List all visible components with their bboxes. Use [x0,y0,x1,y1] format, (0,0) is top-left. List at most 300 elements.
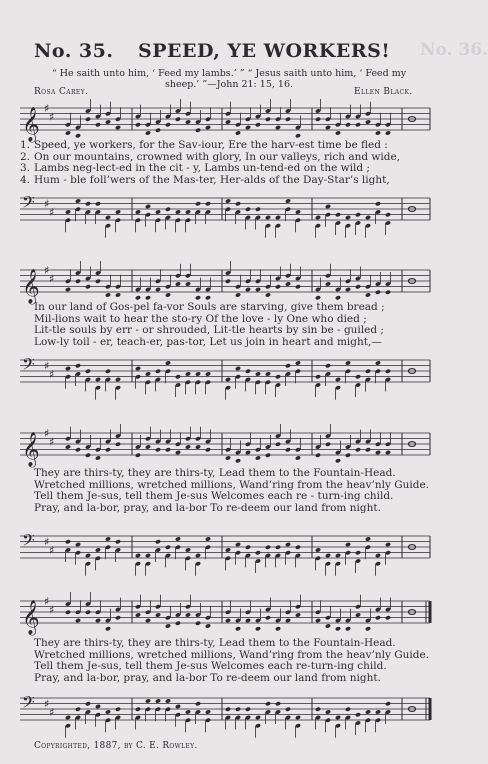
note-head [285,447,291,452]
note-head [355,550,361,555]
note-head [235,366,241,371]
note-head [175,536,181,541]
note-head [185,209,191,214]
scripture-epigraph: “ He saith unto him, ‘ Feed my lambs.’ ” “ Jesus saith unto him, ‘ Feed my sheep.’ ”—John 21: 15, 16. [51,68,407,90]
note-head [255,122,261,127]
sharp-icon: ♯ [44,197,50,211]
treble-clef-icon: 𝄞 [22,432,40,467]
note-head [255,455,261,460]
lyric-text: Hum - ble foll’wers of the Mas-ter, Her-alds of the Day-Star’s light, [34,173,390,186]
note-head [175,281,181,286]
note-head [155,128,161,133]
bass-clef-icon: 𝄢 [22,530,35,554]
note-head [65,715,71,720]
note-head [375,360,381,365]
note-head [165,360,171,365]
note-head [115,707,121,712]
note-head [335,553,341,558]
note-head [175,374,181,379]
note-head [225,547,231,552]
note-head [195,553,201,558]
note-head [295,715,301,720]
note-head [235,201,241,206]
note-head [285,707,291,712]
note-head [335,458,341,463]
note-head [175,621,181,626]
note-head [245,707,251,712]
note-head [255,287,261,292]
lyric-text: On our mountains, crowned with glory, In our valleys, rich and wide, [34,150,401,163]
note-head [265,701,271,706]
note-head [205,623,211,628]
note-head [245,287,251,292]
note-head [275,374,281,379]
note-head [235,707,241,712]
verse-number: 1. [20,139,31,151]
note-head [245,450,251,455]
sharp-icon: ♯ [44,595,50,608]
note-head [225,707,231,712]
note-head [115,442,121,447]
note-head [205,371,211,376]
note-head [375,709,381,714]
note-head [265,292,271,297]
note-head [265,117,271,122]
note-head [345,626,351,631]
note-head [315,374,321,379]
note-head [135,209,141,214]
note-head [345,453,351,458]
note-head [145,698,151,703]
lyric-line [20,175,432,187]
note-head [255,715,261,720]
note-head [275,284,281,289]
note-head [385,369,391,374]
bass-staff-4 [14,690,436,730]
note-head [245,125,251,130]
note-head [315,453,321,458]
note-head [265,371,271,376]
note-head [265,545,271,550]
lyric-text: Low-ly toil - er, teach-er, pas-tor, Let us join in heart and might,— [34,335,382,348]
note-head [65,130,71,135]
treble-staff-4 [14,593,436,633]
chorus-lyrics-1 [20,468,432,514]
note-head [145,295,151,300]
note-head [135,122,141,127]
bass-clef-icon: 𝄢 [22,692,35,716]
note-head [85,553,91,558]
note-head [235,626,241,631]
note-head [195,444,201,449]
composer-credit: Ellen Black. [354,87,413,97]
bass-staff-3 [14,528,436,568]
note-head [365,119,371,124]
note-head [385,701,391,706]
note-head [75,707,81,712]
note-head [355,212,361,217]
note-head [195,701,201,706]
note-head [135,612,141,617]
note-head [285,117,291,122]
note-head [145,130,151,135]
note-head [175,117,181,122]
lyric-text: Pray, and la-bor, pray, and la-bor To re-deem our land from night. [34,501,381,514]
note-head [245,369,251,374]
note-head [285,542,291,547]
note-head [355,612,361,617]
note-head [95,618,101,623]
note-head [75,542,81,547]
note-head [155,209,161,214]
lyric-text: Pray, and la-bor, pray, and la-bor To re-deem our land from night. [34,671,381,684]
note-head [245,618,251,623]
note-head [315,547,321,552]
lyric-line [20,673,432,685]
note-head [255,371,261,376]
note-head [165,623,171,628]
note-head [265,453,271,458]
sharp-icon: ♯ [49,603,55,617]
lyric-text: Speed, ye workers, for the Sav-iour, Ere the harv-est time be fled : [34,139,388,151]
treble-clef-icon: 𝄞 [22,600,40,635]
note-head [345,287,351,292]
note-head [275,545,281,550]
sharp-icon: ♯ [49,205,55,219]
note-head [335,377,341,382]
note-head [335,212,341,217]
note-head [385,290,391,295]
sharp-icon: ♯ [44,427,50,440]
note-head [195,295,201,300]
note-head [165,545,171,550]
note-head [205,125,211,130]
note-head [295,545,301,550]
sharp-icon: ♯ [49,367,55,381]
note-head [275,442,281,447]
note-head [325,709,331,714]
note-head [165,447,171,452]
note-head [365,536,371,541]
note-head [65,287,71,292]
lyric-text: They are thirs-ty, they are thirs-ty, Lead them to the Fountain-Head. [34,637,396,649]
note-head [375,201,381,206]
note-head [105,215,111,220]
note-head [95,279,101,284]
note-head [255,550,261,555]
note-head [105,119,111,124]
note-head [205,536,211,541]
note-head [155,698,161,703]
bass-clef-icon: 𝄢 [22,354,35,378]
lyric-text: Wretched millions, wretched millions, Wand’ring from the heav’nly Guide. [34,478,430,491]
note-head [185,119,191,124]
treble-staff-2 [14,262,436,302]
note-head [255,207,261,212]
note-head [145,553,151,558]
treble-clef-icon: 𝄞 [22,107,40,142]
note-head [105,626,111,631]
note-head [105,369,111,374]
note-head [145,371,151,376]
note-head [155,287,161,292]
note-head [345,122,351,127]
note-head [135,707,141,712]
sharp-icon: ♯ [49,705,55,719]
hymn-title: SPEED, YE WORKERS! [138,40,391,62]
note-head [75,447,81,452]
note-head [325,442,331,447]
note-head [85,201,91,206]
note-head [185,709,191,714]
note-head [345,215,351,220]
note-head [165,292,171,297]
note-head [195,621,201,626]
note-head [285,363,291,368]
note-head [155,369,161,374]
lyricist-credit: Rosa Carey. [34,87,89,97]
verse-number: 2. [20,150,31,163]
note-head [155,612,161,617]
note-head [175,704,181,709]
lyric-text: In our land of Gos-pel fa-vor Souls are starving, give them bread ; [34,301,385,313]
note-head [95,704,101,709]
note-head [365,292,371,297]
note-head [105,292,111,297]
note-head [295,455,301,460]
note-head [235,292,241,297]
note-head [225,198,231,203]
hymn-number: No. 35. [34,40,114,62]
note-head [365,369,371,374]
note-head [365,447,371,452]
note-head [235,458,241,463]
note-head [175,450,181,455]
note-head [385,542,391,547]
note-head [135,453,141,458]
note-head [345,542,351,547]
note-head [95,547,101,552]
note-head [85,701,91,706]
show-through-text: No. 36. [420,40,488,60]
note-head [195,371,201,376]
lyric-text: Wretched millions, wretched millions, Wand’ring from the heav’nly Guide. [34,648,430,661]
note-head [155,539,161,544]
note-head [225,455,231,460]
note-head [265,615,271,620]
note-head [85,117,91,122]
note-head [185,612,191,617]
note-head [325,281,331,286]
sharp-icon: ♯ [44,102,50,115]
note-head [325,363,331,368]
note-head [335,130,341,135]
lyric-text: Mil-lions wait to hear the sto-ry Of the love - ly One who died ; [34,312,367,325]
note-head [205,447,211,452]
note-head [95,377,101,382]
note-head [115,377,121,382]
note-head [225,119,231,124]
note-head [65,209,71,214]
note-head [135,553,141,558]
note-head [225,279,231,284]
note-head [185,281,191,286]
bass-staff-1 [14,190,436,230]
note-head [85,369,91,374]
note-head [295,209,301,214]
verse-number: 3. [20,162,31,175]
note-head [325,125,331,130]
lyric-text: They are thirs-ty, they are thirs-ty, Lead them to the Fountain-Head. [34,467,396,479]
note-head [285,281,291,286]
lyric-line [20,503,432,515]
note-head [385,615,391,620]
note-head [145,204,151,209]
note-head [65,610,71,615]
note-head [235,542,241,547]
note-head [325,204,331,209]
note-head [315,295,321,300]
note-head [315,707,321,712]
note-head [65,539,71,544]
note-head [225,618,231,623]
note-head [375,130,381,135]
note-head [75,363,81,368]
note-head [315,618,321,623]
note-head [165,698,171,703]
note-head [75,618,81,623]
note-head [325,553,331,558]
copyright-notice: Copyrighted, 1887, by C. E. Rowley. [34,741,198,751]
chorus-lyrics-2 [20,638,432,684]
sharp-icon: ♯ [44,264,50,277]
note-head [195,128,201,133]
lyric-text: Tell them Je-sus, tell them Je-sus Welcomes each re - turn-ing child. [34,490,394,503]
note-head [375,553,381,558]
note-head [355,122,361,127]
note-head [325,623,331,628]
note-head [295,284,301,289]
note-head [315,215,321,220]
note-head [95,201,101,206]
lyric-text: Lit-tle souls by err - or shrouded, Lit-tle hearts by sin be - guiled ; [34,324,384,337]
note-head [105,709,111,714]
note-head [205,201,211,206]
note-head [185,547,191,552]
note-head [345,360,351,365]
note-head [275,125,281,130]
note-head [165,207,171,212]
note-head [175,209,181,214]
note-head [65,366,71,371]
note-head [385,450,391,455]
note-head [335,295,341,300]
note-head [275,701,281,706]
note-head [365,215,371,220]
treble-staff-1 [14,100,436,140]
note-head [65,444,71,449]
note-head [285,198,291,203]
note-head [135,295,141,300]
sharp-icon: ♯ [49,272,55,286]
note-head [225,377,231,382]
note-head [355,447,361,452]
treble-clef-icon: 𝄞 [22,269,40,304]
note-head [355,712,361,717]
note-head [185,444,191,449]
note-head [275,215,281,220]
note-head [385,130,391,135]
note-head [205,709,211,714]
note-head [375,290,381,295]
note-head [115,125,121,130]
note-head [205,295,211,300]
note-head [265,215,271,220]
note-head [365,709,371,714]
note-head [245,207,251,212]
note-head [355,374,361,379]
verse-number: 4. [20,173,31,186]
sharp-icon: ♯ [44,697,50,711]
note-head [115,209,121,214]
note-head [335,715,341,720]
sharp-icon: ♯ [49,435,55,449]
note-head [115,292,121,297]
bass-staff-2 [14,352,436,392]
note-head [295,133,301,138]
note-head [75,198,81,203]
hymn-header [34,40,454,64]
note-head [235,130,241,135]
note-head [275,626,281,631]
treble-staff-3 [14,425,436,465]
sharp-icon: ♯ [44,359,50,373]
lyric-line [20,337,432,349]
note-head [285,618,291,623]
note-head [155,447,161,452]
note-head [135,366,141,371]
note-head [85,453,91,458]
note-head [115,539,121,544]
note-head [95,122,101,127]
note-head [245,545,251,550]
note-head [115,615,121,620]
note-head [145,618,151,623]
note-head [105,536,111,541]
note-head [255,626,261,631]
sharp-icon: ♯ [49,543,55,557]
note-head [355,284,361,289]
note-head [105,447,111,452]
note-head [195,201,201,206]
note-head [145,444,151,449]
note-head [335,626,341,631]
note-head [375,450,381,455]
note-head [165,122,171,127]
note-head [75,133,81,138]
note-head [95,455,101,460]
sharp-icon: ♯ [49,110,55,124]
note-head [385,212,391,217]
note-head [295,612,301,617]
lyric-text: Tell them Je-sus, tell them Je-sus Welcomes each re-turn-ing child. [34,660,387,673]
note-head [295,360,301,365]
note-head [345,707,351,712]
verse-lyrics-1 [20,140,432,186]
lyric-text: Lambs neg-lect-ed in the cit - y, Lambs un-tend-ed on the wild ; [34,162,370,175]
note-head [375,615,381,620]
note-head [365,626,371,631]
